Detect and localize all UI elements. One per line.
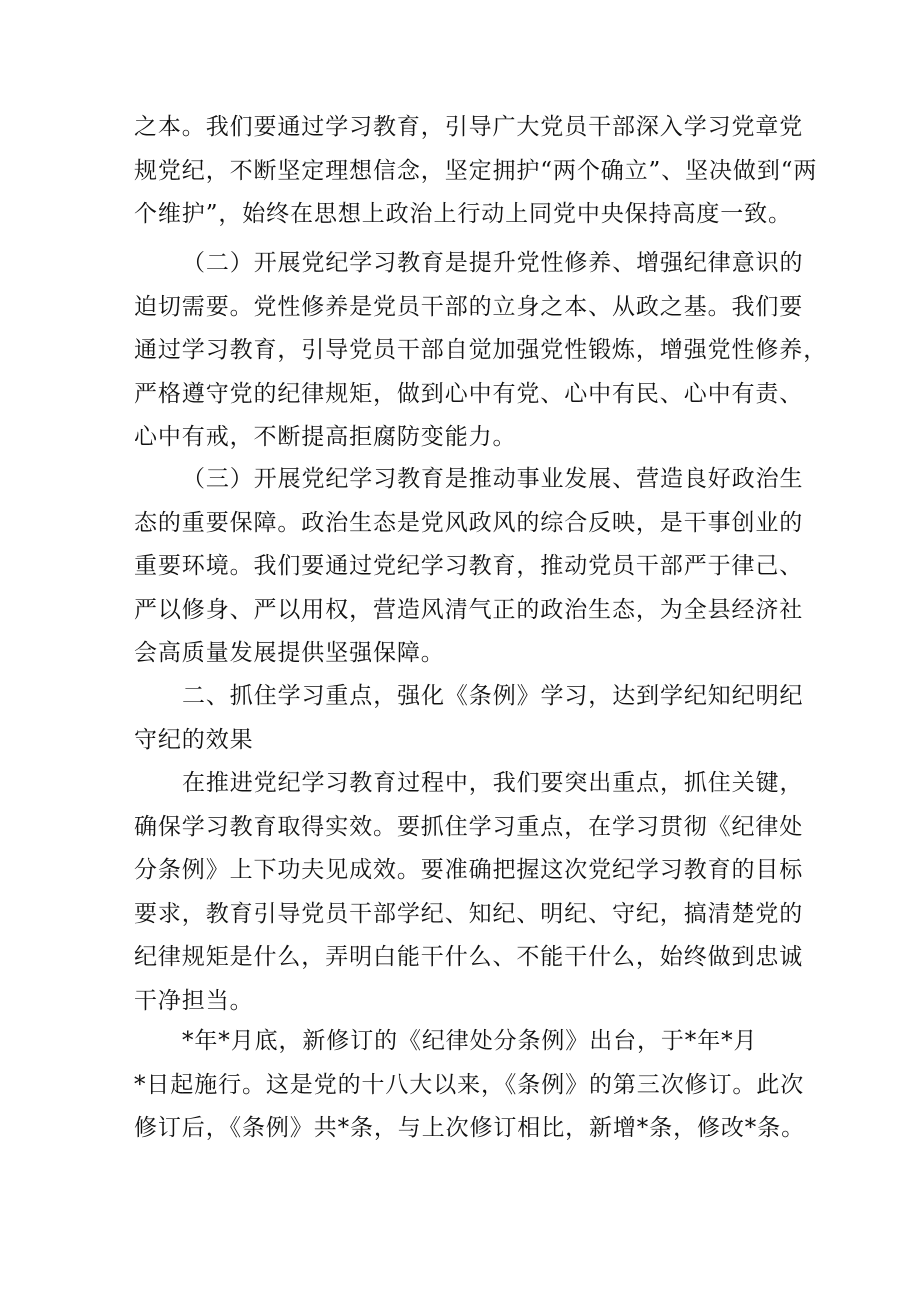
text-line: 干净担当。 <box>134 987 254 1014</box>
text-line: 要求，教育引导党员干部学纪、知纪、明纪、守纪，搞清楚党的 <box>134 900 804 927</box>
text-line: 个维护”，始终在思想上政治上行动上同党中央保持高度一致。 <box>134 201 792 228</box>
text-line: *日起施行。这是党的十八大以来，《条例》的第三次修订。此次 <box>134 1071 805 1098</box>
text-line: 重要环境。我们要通过党纪学习教育，推动党员干部严于律己、 <box>134 553 804 580</box>
paragraph-1 <box>134 106 818 237</box>
text-line: 之本。我们要通过学习教育，引导广大党员干部深入学习党章党 <box>134 114 804 140</box>
text-line: 在推进党纪学习教育过程中，我们要突出重点，抓住关键， <box>182 770 804 796</box>
text-line: （三）开展党纪学习教育是推动事业发展、营造良好政治生 <box>182 466 804 492</box>
paragraph-3 <box>134 458 804 676</box>
text-line: 严格遵守党的纪律规矩，做到心中有党、心中有民、心中有责、 <box>134 380 804 407</box>
text-line: 迫切需要。党性修养是党员干部的立身之本、从政之基。我们要 <box>134 293 804 320</box>
text-line: 通过学习教育，引导党员干部自觉加强党性锻炼，增强党性修养， <box>134 337 828 364</box>
paragraph-2 <box>134 242 828 460</box>
text-line: 会高质量发展提供坚强保障。 <box>134 640 445 667</box>
section-heading <box>134 675 804 762</box>
text-line: （二）开展党纪学习教育是提升党性修养、增强纪律意识的 <box>182 250 804 276</box>
text-line: 修订后，《条例》共*条，与上次修订相比，新增*条，修改*条。 <box>134 1115 805 1142</box>
text-line: 态的重要保障。政治生态是党风政风的综合反映，是干事创业的 <box>134 509 804 536</box>
paragraph-6 <box>134 1020 805 1151</box>
text-line: 规党纪，不断坚定理想信念，坚定拥护“两个确立”、坚决做到“两 <box>134 157 818 184</box>
text-line: 确保学习教育取得实效。要抓住学习重点，在学习贯彻《纪律处 <box>134 813 804 840</box>
heading-line: 二、抓住学习重点，强化《条例》学习，达到学纪知纪明纪 <box>182 683 804 709</box>
paragraph-5 <box>134 762 804 1024</box>
heading-line: 守纪的效果 <box>134 726 254 753</box>
text-line: 严以修身、严以用权，营造风清气正的政治生态，为全县经济社 <box>134 596 804 623</box>
text-line: 心中有戒，不断提高拒腐防变能力。 <box>134 424 517 451</box>
text-line: 分条例》上下功夫见成效。要准确把握这次党纪学习教育的目标 <box>134 857 804 884</box>
text-line: *年*月底，新修订的《纪律处分条例》出台，于*年*月 <box>182 1028 758 1054</box>
text-line: 纪律规矩是什么，弄明白能干什么、不能干什么，始终做到忠诚 <box>134 944 804 971</box>
